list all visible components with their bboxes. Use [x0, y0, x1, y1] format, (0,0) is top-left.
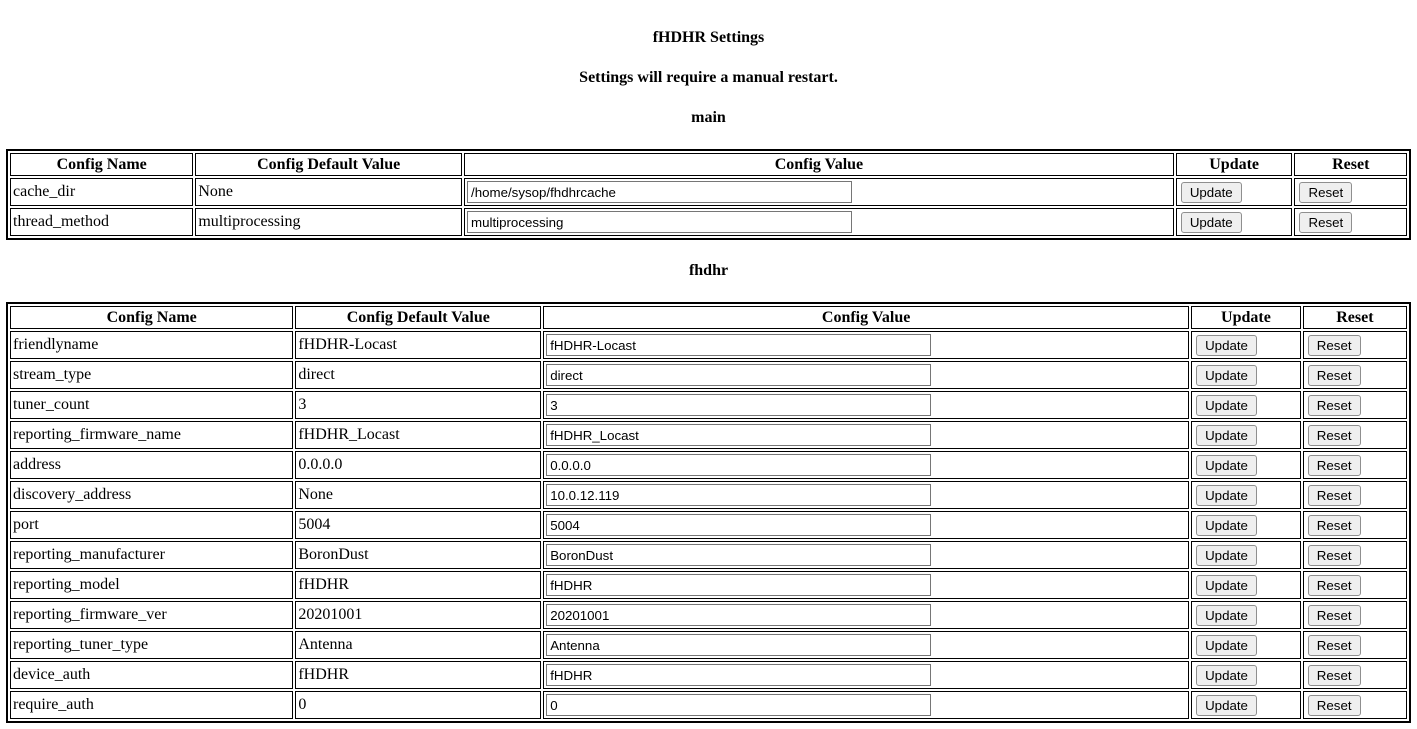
- table-row: [10, 481, 1407, 509]
- reset-button[interactable]: Reset: [1308, 335, 1361, 356]
- config-value-cell: [543, 541, 1189, 569]
- col-header-update: Update: [1191, 306, 1301, 329]
- reset-cell: [1303, 511, 1407, 539]
- table-row: [10, 631, 1407, 659]
- update-button[interactable]: Update: [1196, 365, 1257, 386]
- table-row: [10, 178, 1407, 206]
- config-default-cell: 0.0.0.0: [295, 451, 541, 479]
- config-name-cell: reporting_tuner_type: [10, 631, 293, 659]
- update-cell: [1176, 208, 1293, 236]
- table-row: [10, 451, 1407, 479]
- config-default-cell: 0: [295, 691, 541, 719]
- table-row: [10, 541, 1407, 569]
- table-row: [10, 331, 1407, 359]
- reset-button[interactable]: Reset: [1308, 665, 1361, 686]
- table-header-row: [10, 153, 1407, 176]
- update-button[interactable]: Update: [1196, 575, 1257, 596]
- config-default-cell: 20201001: [295, 601, 541, 629]
- reset-cell: [1303, 361, 1407, 389]
- config-name-cell: tuner_count: [10, 391, 293, 419]
- config-name-cell: address: [10, 451, 293, 479]
- update-button[interactable]: Update: [1196, 695, 1257, 716]
- reset-button[interactable]: Reset: [1308, 395, 1361, 416]
- page-title: fHDHR Settings: [652, 29, 765, 46]
- section-title-fhdhr: fhdhr: [688, 262, 729, 279]
- table-row: [10, 361, 1407, 389]
- config-default-cell: 3: [295, 391, 541, 419]
- config-name-cell: discovery_address: [10, 481, 293, 509]
- table-row: [10, 601, 1407, 629]
- main-settings-table: [6, 149, 1411, 240]
- update-button[interactable]: Update: [1196, 395, 1257, 416]
- col-header-default-value: Config Default Value: [295, 306, 541, 329]
- config-name-cell: friendlyname: [10, 331, 293, 359]
- update-cell: [1191, 421, 1301, 449]
- config-value-cell: [543, 511, 1189, 539]
- reset-cell: [1303, 391, 1407, 419]
- update-button[interactable]: Update: [1196, 335, 1257, 356]
- reset-button[interactable]: Reset: [1308, 515, 1361, 536]
- table-row: [10, 421, 1407, 449]
- update-button[interactable]: Update: [1196, 515, 1257, 536]
- config-value-input[interactable]: [546, 394, 931, 416]
- table-row: [10, 661, 1407, 689]
- table-header-row: [10, 306, 1407, 329]
- config-name-cell: reporting_model: [10, 571, 293, 599]
- config-name-cell: port: [10, 511, 293, 539]
- reset-cell: [1303, 601, 1407, 629]
- reset-cell: [1303, 571, 1407, 599]
- table-row: [10, 208, 1407, 236]
- config-value-cell: [543, 331, 1189, 359]
- config-default-cell: BoronDust: [295, 541, 541, 569]
- reset-cell: [1294, 178, 1407, 206]
- update-cell: [1191, 481, 1301, 509]
- reset-button[interactable]: Reset: [1308, 545, 1361, 566]
- config-value-cell: [543, 571, 1189, 599]
- config-default-cell: fHDHR_Locast: [295, 421, 541, 449]
- update-button[interactable]: Update: [1196, 605, 1257, 626]
- config-value-cell: [543, 661, 1189, 689]
- config-value-input[interactable]: [467, 181, 852, 203]
- config-name-cell: cache_dir: [10, 178, 193, 206]
- col-header-config-name: Config Name: [10, 306, 293, 329]
- config-value-input[interactable]: [467, 211, 852, 233]
- config-value-input[interactable]: [546, 574, 931, 596]
- config-name-cell: stream_type: [10, 361, 293, 389]
- update-cell: [1191, 601, 1301, 629]
- reset-cell: [1294, 208, 1407, 236]
- update-cell: [1191, 331, 1301, 359]
- table-row: [10, 511, 1407, 539]
- section-title-main: main: [691, 109, 726, 126]
- table-row: [10, 391, 1407, 419]
- config-name-cell: device_auth: [10, 661, 293, 689]
- config-default-cell: Antenna: [295, 631, 541, 659]
- col-header-reset: Reset: [1294, 153, 1407, 176]
- update-button[interactable]: Update: [1196, 545, 1257, 566]
- config-name-cell: reporting_firmware_name: [10, 421, 293, 449]
- config-default-cell: direct: [295, 361, 541, 389]
- config-name-cell: thread_method: [10, 208, 193, 236]
- col-header-update: Update: [1176, 153, 1293, 176]
- config-value-cell: [464, 178, 1174, 206]
- config-default-cell: fHDHR: [295, 661, 541, 689]
- config-default-cell: None: [195, 178, 462, 206]
- update-button[interactable]: Update: [1196, 635, 1257, 656]
- config-value-input[interactable]: [546, 604, 931, 626]
- update-cell: [1191, 451, 1301, 479]
- config-value-input[interactable]: [546, 424, 931, 446]
- config-default-cell: fHDHR: [295, 571, 541, 599]
- config-value-input[interactable]: [546, 484, 931, 506]
- reset-cell: [1303, 481, 1407, 509]
- update-button[interactable]: Update: [1196, 485, 1257, 506]
- config-value-input[interactable]: [546, 634, 931, 656]
- config-value-input[interactable]: [546, 334, 931, 356]
- config-value-input[interactable]: [546, 364, 931, 386]
- config-value-input[interactable]: [546, 454, 931, 476]
- update-cell: [1191, 391, 1301, 419]
- update-button[interactable]: Update: [1196, 455, 1257, 476]
- update-button[interactable]: Update: [1196, 425, 1257, 446]
- reset-button[interactable]: Reset: [1308, 605, 1361, 626]
- update-cell: [1191, 571, 1301, 599]
- reset-button[interactable]: Reset: [1308, 695, 1361, 716]
- config-name-cell: reporting_manufacturer: [10, 541, 293, 569]
- config-value-input[interactable]: [546, 544, 931, 566]
- reset-cell: [1303, 631, 1407, 659]
- update-cell: [1191, 631, 1301, 659]
- config-name-cell: require_auth: [10, 691, 293, 719]
- update-cell: [1176, 178, 1293, 206]
- config-default-cell: 5004: [295, 511, 541, 539]
- config-value-cell: [543, 631, 1189, 659]
- col-header-config-value: Config Value: [543, 306, 1189, 329]
- config-value-cell: [543, 451, 1189, 479]
- reset-cell: [1303, 421, 1407, 449]
- reset-button[interactable]: Reset: [1308, 425, 1361, 446]
- reset-cell: [1303, 661, 1407, 689]
- fhdhr-settings-table: [6, 302, 1411, 723]
- reset-button[interactable]: Reset: [1308, 455, 1361, 476]
- config-value-cell: [543, 601, 1189, 629]
- reset-button[interactable]: Reset: [1308, 485, 1361, 506]
- config-value-cell: [464, 208, 1174, 236]
- reset-cell: [1303, 451, 1407, 479]
- reset-button[interactable]: Reset: [1308, 575, 1361, 596]
- update-cell: [1191, 691, 1301, 719]
- config-value-input[interactable]: [546, 514, 931, 536]
- update-cell: [1191, 661, 1301, 689]
- col-header-reset: Reset: [1303, 306, 1407, 329]
- config-default-cell: multiprocessing: [195, 208, 462, 236]
- table-row: [10, 691, 1407, 719]
- update-button[interactable]: Update: [1181, 212, 1242, 233]
- config-value-cell: [543, 481, 1189, 509]
- col-header-default-value: Config Default Value: [195, 153, 462, 176]
- reset-button[interactable]: Reset: [1308, 635, 1361, 656]
- reset-cell: [1303, 691, 1407, 719]
- update-button[interactable]: Update: [1181, 182, 1242, 203]
- reset-button[interactable]: Reset: [1308, 365, 1361, 386]
- config-value-cell: [543, 421, 1189, 449]
- update-button[interactable]: Update: [1196, 665, 1257, 686]
- config-value-cell: [543, 361, 1189, 389]
- config-name-cell: reporting_firmware_ver: [10, 601, 293, 629]
- table-row: [10, 571, 1407, 599]
- config-value-cell: [543, 391, 1189, 419]
- update-cell: [1191, 541, 1301, 569]
- config-default-cell: None: [295, 481, 541, 509]
- reset-button[interactable]: Reset: [1299, 182, 1352, 203]
- reset-cell: [1303, 541, 1407, 569]
- col-header-config-value: Config Value: [464, 153, 1174, 176]
- reset-button[interactable]: Reset: [1299, 212, 1352, 233]
- reset-cell: [1303, 331, 1407, 359]
- restart-notice: Settings will require a manual restart.: [579, 69, 838, 86]
- update-cell: [1191, 511, 1301, 539]
- config-value-cell: [543, 691, 1189, 719]
- config-value-input[interactable]: [546, 664, 931, 686]
- update-cell: [1191, 361, 1301, 389]
- config-default-cell: fHDHR-Locast: [295, 331, 541, 359]
- col-header-config-name: Config Name: [10, 153, 193, 176]
- config-value-input[interactable]: [546, 694, 931, 716]
